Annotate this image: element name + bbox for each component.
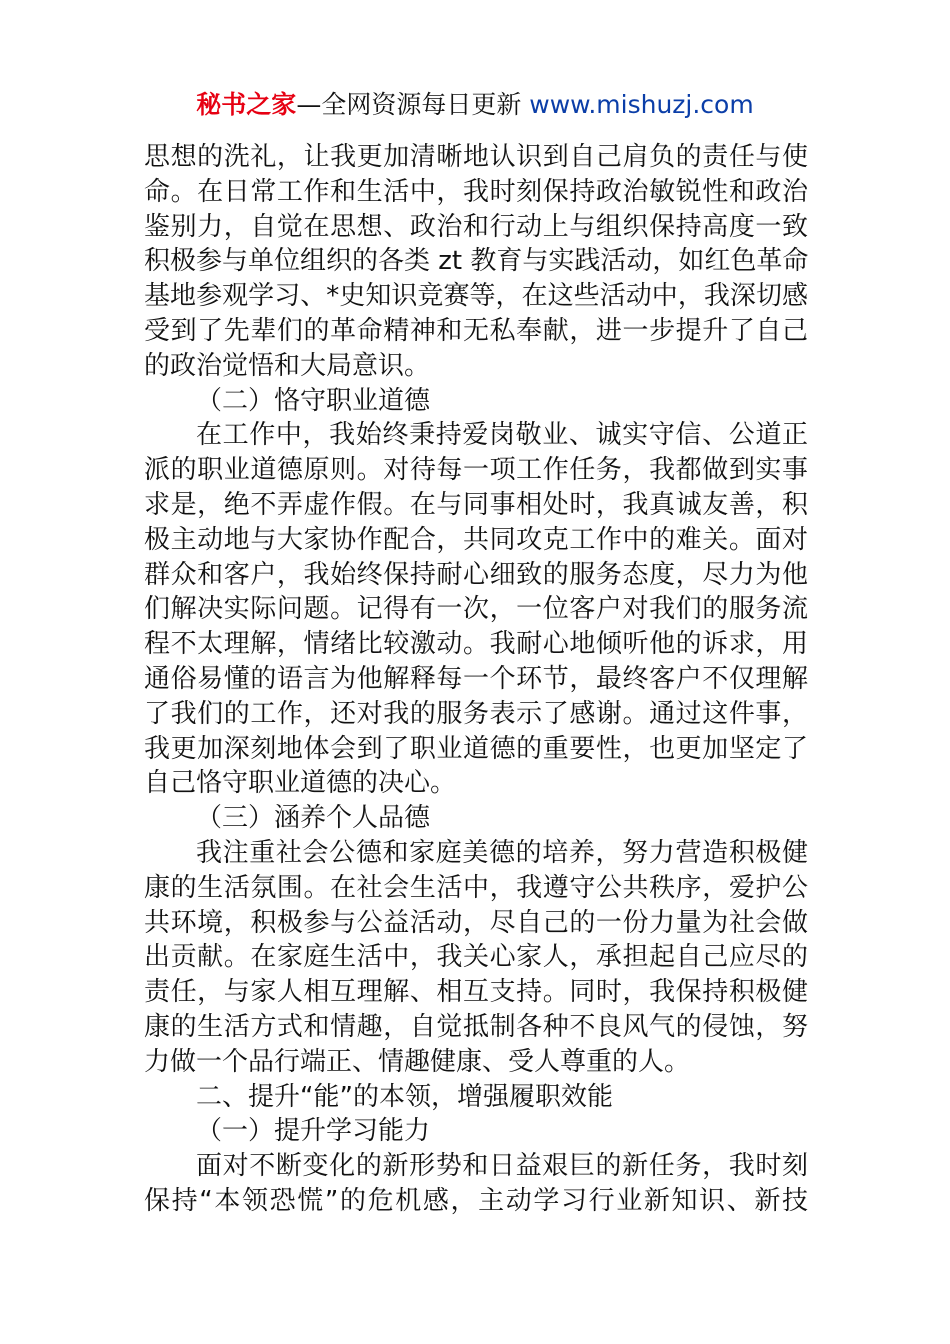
text-line: 康的生活方式和情趣，自觉抵制各种不良风气的侵蚀，努 [144,1011,808,1042]
text-line: 通俗易懂的语言为他解释每一个环节，最终客户不仅理解 [144,663,808,694]
text-line: 求是，绝不弄虚作假。在与同事相处时，我真诚友善，积 [144,489,808,520]
text-line: 思想的洗礼，让我更加清晰地认识到自己肩负的责任与使 [144,142,808,172]
text-line: 共环境，积极参与公益活动，尽自己的一份力量为社会做 [144,907,808,938]
text-line: 们解决实际问题。记得有一次，一位客户对我们的服务流 [144,594,808,625]
text-line: 力做一个品行端正、情趣健康、受人尊重的人。 [144,1046,691,1077]
site-header [0,88,950,122]
text-line: 了我们的工作，还对我的服务表示了感谢。通过这件事， [144,698,808,729]
text-line: （三）涵养个人品德 [196,803,431,834]
text-line: 程不太理解，情绪比较激动。我耐心地倾听他的诉求，用 [144,629,808,660]
text-line: 二、提升“能”的本领，增强履职效能 [196,1081,613,1112]
text-line: （二）恪守职业道德 [196,385,431,416]
document-body [144,140,808,1219]
text-line: 出贡献。在家庭生活中，我关心家人，承担起自己应尽的 [144,942,808,973]
text-line: 保持“本领恐慌”的危机感，主动学习行业新知识、新技 [144,1185,808,1216]
text-line: 自己恪守职业道德的决心。 [144,768,457,799]
site-tagline: —全网资源每日更新 [296,90,522,119]
text-line: 我注重社会公德和家庭美德的培养，努力营造积极健 [196,837,808,868]
text-line: 我更加深刻地体会到了职业道德的重要性，也更加坚定了 [144,733,808,764]
text-line: 命。在日常工作和生活中，我时刻保持政治敏锐性和政治 [144,176,808,207]
site-brand: 秘书之家 [196,90,297,119]
text-line: 面对不断变化的新形势和日益艰巨的新任务，我时刻 [196,1151,808,1182]
text-line: 的政治觉悟和大局意识。 [144,350,431,381]
text-line: （一）提升学习能力 [196,1116,431,1147]
text-line: 派的职业道德原则。对待每一项工作任务，我都做到实事 [144,455,808,486]
text-line: 群众和客户，我始终保持耐心细致的服务态度，尽力为他 [144,559,808,590]
text-line: 康的生活氛围。在社会生活中，我遵守公共秩序，爱护公 [144,872,808,903]
text-line: 在工作中，我始终秉持爱岗敬业、诚实守信、公道正 [196,420,808,451]
text-line: 积极参与单位组织的各类 zt 教育与实践活动，如红色革命 [144,246,809,277]
site-url[interactable]: www.mishuzj.com [529,90,754,119]
text-line: 基地参观学习、*史知识竞赛等，在这些活动中，我深切感 [144,281,808,312]
text-line: 责任，与家人相互理解、相互支持。同时，我保持积极健 [144,977,808,1008]
text-line: 受到了先辈们的革命精神和无私奉献，进一步提升了自己 [144,315,808,346]
text-line: 极主动地与大家协作配合，共同攻克工作中的难关。面对 [144,524,808,555]
text-line: 鉴别力，自觉在思想、政治和行动上与组织保持高度一致 [144,211,808,242]
